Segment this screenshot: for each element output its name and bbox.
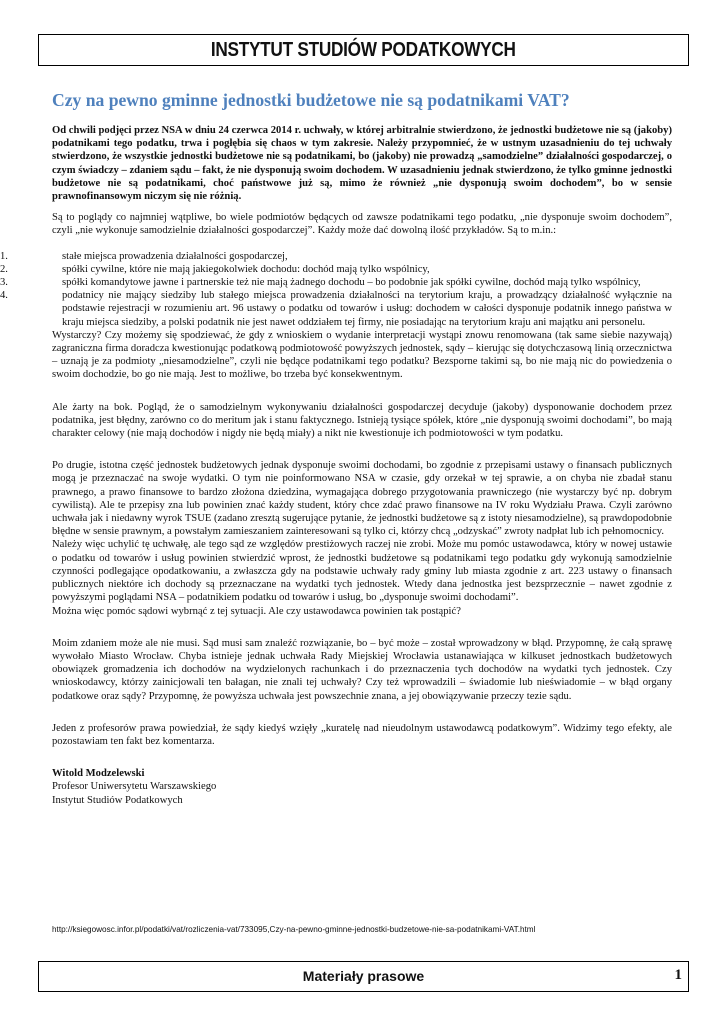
paragraph-jeden-z-profesorow: Jeden z profesorów prawa powiedział, że sądy kiedyś wzięły „kuratelę nad nieudolnym ustawodawcą podatkowym”. Widzimy tego efekty, ale pozostawiam ten fakt bez komentarza.: [52, 722, 672, 747]
page-number: 1: [674, 967, 682, 983]
author-name: Witold Modzelewski: [52, 768, 145, 780]
paragraph-nalezy: Należy więc uchylić tę uchwałę, ale tego sąd ze względów prestiżowych raczej nie zrobi. Może mu pomóc ustawodawca, który w nowej ustawie o podatku od towarów i usług powinien stwierdzić wprost, że jednostki budżetowe są podatnikami tego podatku gdy wykonują samodzielnie czynności podlegające opodatkowaniu, a zwłaszcza gdy na podstawie uchwały rady gminy lub miasta zgodnie z art. 223 ustawy o finansach publicznych niektóre ich dochody są przeznaczane na wydatki tych jednostek. Wtedy dana jednostka jest bezsprzecznie – nawet zgodnie z powyższymi poglądami NSA – podatnikiem podatku od towarów i usług, bo „dysponuje swoimi dochodami”.: [52, 539, 672, 604]
institute-title: INSTYTUT STUDIÓW PODATKOWYCH: [211, 38, 516, 61]
lead-paragraph: Od chwili podjęci przez NSA w dniu 24 czerwca 2014 r. uchwały, w której arbitralnie stwierdzono, że jednostki budżetowe nie są (jakoby) podatnikami tego podatku, trwa i pogłębia się chaos w tym zakresie. Należy przypomnieć, że w ustnym uzasadnieniu do tej uchwały stwierdzono, że wszystkie jednostki budżetowe nie są podatnikami, bo (jakoby) nie prowadzą „samodzielne” działalności gospodarczej, o czym świadczy – zdaniem sądu – fakt, że nie dysponują swoim dochodem. W uzasadnieniu jednak stwierdzono, że tylko gminne jednostki budżetowe nie są podatnikami, choć państwowe już są, mimo że również „nie dysponują swoim dochodem”, bo w sensie prawnofinansowym niczym się nie różnią.: [52, 125, 672, 203]
list-item-number: 2.: [0, 263, 8, 275]
footer-label: Materiały prasowe: [302, 968, 425, 984]
list-item-number: 3.: [0, 277, 8, 289]
list-item-text: spółki cywilne, które nie mają jakiegokolwiek dochodu: dochód mają tylko wspólnicy,: [62, 263, 430, 275]
list-item-text: stałe miejsca prowadzenia działalności gospodarczej,: [62, 250, 288, 262]
list-item: [0, 289, 672, 329]
article-title: Czy na pewno gminne jednostki budżetowe nie są podatnikami VAT?: [52, 90, 570, 110]
list-item: [0, 276, 672, 289]
author-title: Profesor Uniwersytetu Warszawskiego: [52, 781, 217, 793]
list-item: [0, 250, 672, 263]
paragraph-po-drugie: Po drugie, istotna część jednostek budżetowych jednak dysponuje swoimi dochodami, bo zgodnie z przepisami ustawy o finansach publicznych mogą je przeznaczać na swoje wydatki. O tym nie poinformowano NSA w czasie, gdy orzekał w tej sprawie, a on chyba nie zbadał stanu prawnego, a prawo finansowe to bardzo złożona dziedzina, wymagająca dobrego przygotowania prawniczego (nie wystarczy być np. dobrym cywilistą). Ale te przepisy zna lub powinien znać każdy student, który chce zdać prawo finansowe na IV roku Wydziału Prawa. Czyli zarówno uchwała jak i niedawny wyrok TSUE (zadano zresztą sugerujące pytanie, że jednostki budżetowe są z istoty niesamodzielne), są prawdopodobnie błędne w sensie prawnym, a powstałym zamieszaniem zainteresowani są tylko ci, którzy chcą „odzyskać” zwroty nadpłat lub ich pełnomocnicy.: [52, 460, 672, 538]
intro-paragraph: Są to poglądy co najmniej wątpliwe, bo wiele podmiotów będących od zawsze podatnikami tego podatku, „nie dysponuje swoim dochodem”, czyli „nie wykonuje samodzielnie działalności gospodarczej”. Każdy może dać dowolną ilość przykładów. Są to m.in.:: [52, 212, 672, 237]
source-url: http://ksiegowosc.infor.pl/podatki/vat/rozliczenia-vat/733095,Czy-na-pewno-gminne-jednostki-budzetowe-nie-sa-podatnikami-VAT.html: [52, 925, 536, 934]
paragraph-wystarczy: Wystarczy? Czy możemy się spodziewać, że gdy z wnioskiem o wydanie interpretacji wystąpi znowu renomowana (tak same siebie nazywają) zagraniczna firma doradcza kwestionując podatkową podmiotowość powyższych jednostek, sądy – kierując się dotychczasową linią orzecznictwa – uznają je za podmioty „niesamodzielne”, czyli nie będące podatnikami tego podatku? Bezsporne takimi są, bo nie mają nic do powiedzenia o swoim dochodzie, bo go nie mają. Jest to możliwe, bo trzeba być konsekwentnym.: [52, 329, 672, 381]
footer-box: [38, 961, 689, 992]
list-item-text: spółki komandytowe jawne i partnerskie też nie mają żadnego dochodu – bo podobnie jak spółki cywilne, dochód mają tylko wspólnicy,: [62, 277, 641, 289]
list-item: [0, 263, 672, 276]
paragraph-moim-zdaniem: Moim zdaniem może ale nie musi. Sąd musi sam znaleźć rozwiązanie, bo – być może – został wprowadzony w błąd. Przypomnę, że całą sprawę wywołało Miasto Wrocław. Chyba istnieje jednak uchwała Rady Miejskiej Wrocławia ustanawiająca w kilkuset jednostkach budżetowych obowiązek gromadzenia ich dochodów na wydzielonych rachunkach i do przeznaczenia tych dochodów na wydatki tych jednostek. Czy wnioskodawcy, którzy zainicjowali ten bałagan, nie znali tej uchwały? Czy też wprowadzili – świadomie lub nieświadomie – w błąd organy podatkowe oraz sądy? Przypomnę, że powyższa uchwała jest powszechnie znana, a jej obowiązywanie przeczy tezie sądu.: [52, 637, 672, 702]
examples-list: [0, 250, 672, 329]
header-box: [38, 34, 689, 66]
list-item-text: podatnicy nie mający siedziby lub stałego miejsca prowadzenia działalności na terytorium kraju, a prowadzący działalność wyłącznie na podstawie rejestracji w rozumieniu art. 96 ustawy o podatku od towarów i usług: dochodem w całości dysponuje podatnik innego państwa w kraju miejsca siedziby, a polski podatnik nie jest nawet oddziałem tej firmy, nie posiadając na terytorium kraju ani majątku ani personelu.: [62, 290, 672, 328]
author-institution: Instytut Studiów Podatkowych: [52, 794, 183, 806]
list-item-number: 4.: [0, 290, 8, 302]
article-body: [0, 89, 672, 807]
paragraph-mozna: Można więc pomóc sądowi wybrnąć z tej sytuacji. Ale czy ustawodawca powinien tak postąpić?: [52, 605, 461, 617]
list-item-number: 1.: [0, 250, 8, 262]
signature-block: [52, 767, 672, 807]
paragraph-ale-zarty: Ale żarty na bok. Pogląd, że o samodzielnym wykonywaniu działalności gospodarczej decyduje (jakoby) dysponowanie dochodem przez podatnika, jest błędny, zarówno co do meritum jak i stanu faktycznego. Istnieją tysiące spółek, które „nie dysponują swoimi dochodami”, bo mają charakter celowy (nie mają dochodów i nigdy nie będą miały) a nikt nie kwestionuje ich podmiotowości w tym podatku.: [52, 401, 672, 440]
